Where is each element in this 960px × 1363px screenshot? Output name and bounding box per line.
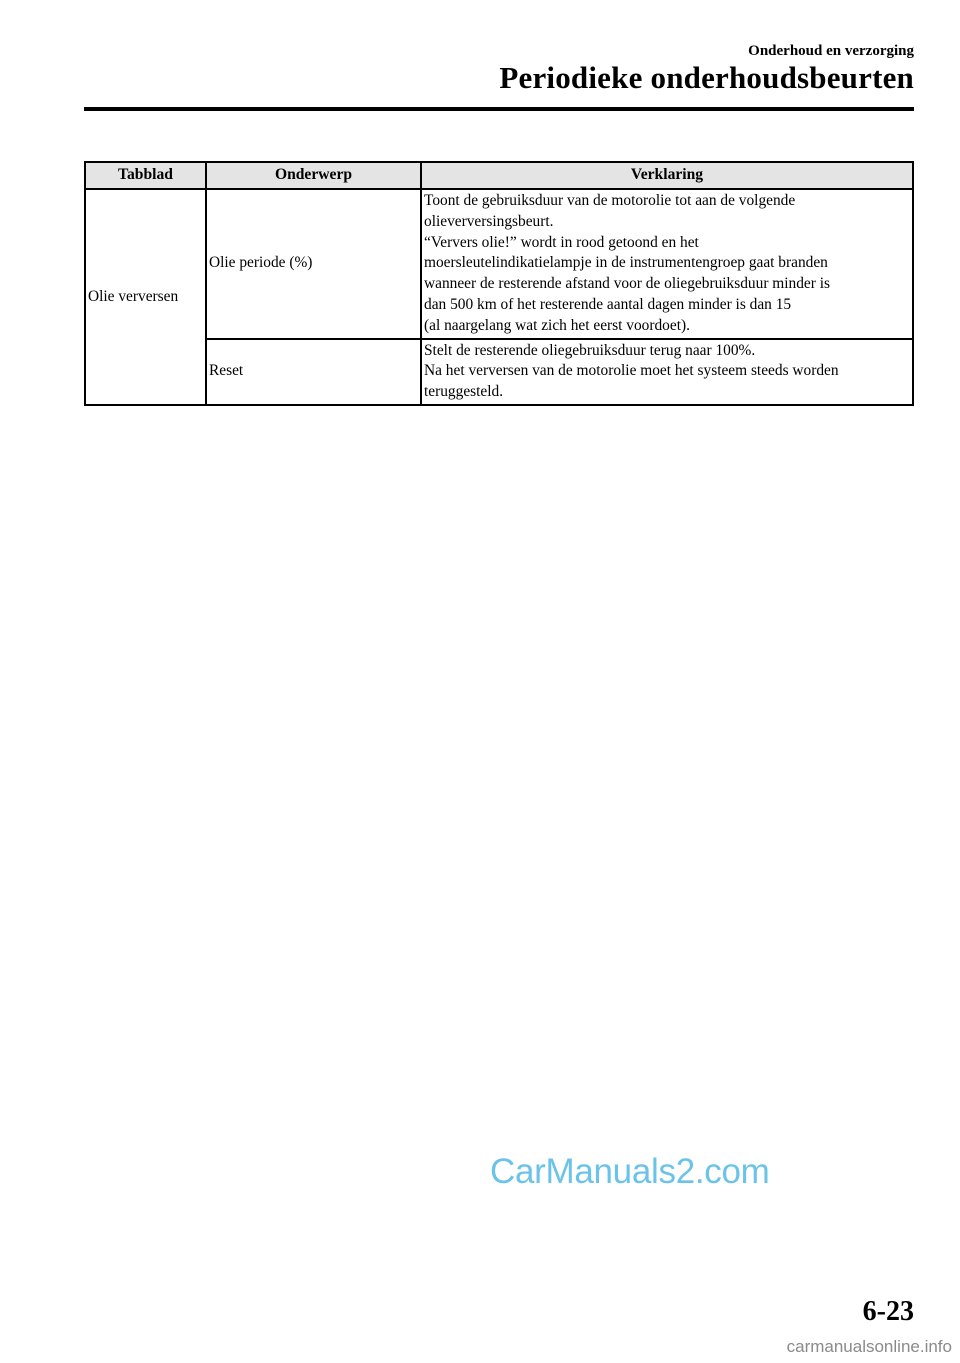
footer-site: carmanualsonline.info (786, 1337, 952, 1356)
table-row (85, 339, 913, 405)
explanation-line: moersleutelindikatielampje in de instrumentengroep gaat branden (424, 254, 828, 272)
explanation-line: wanneer de resterende afstand voor de oliegebruiksduur minder is (424, 275, 830, 293)
explanation-cell (421, 189, 913, 339)
explanation-line: dan 500 km of het resterende aantal dagen minder is dan 15 (424, 295, 792, 313)
explanation-line: olieverversingsbeurt. (424, 212, 554, 230)
explanation-line: (al naargelang wat zich het eerst voordoet). (424, 316, 690, 334)
settings-table (84, 161, 914, 406)
explanation-line: Na het verversen van de motorolie moet het systeem steeds worden (424, 362, 839, 380)
header-tab: Tabblad (85, 162, 206, 189)
subject-cell: Olie periode (%) (206, 189, 421, 339)
section-title: Onderhoud en verzorging (748, 43, 914, 59)
explanation-line: teruggesteld. (424, 383, 504, 401)
table-row (85, 189, 913, 339)
page-title: Periodieke onderhoudsbeurten (499, 60, 914, 95)
header-explanation: Verklaring (421, 162, 913, 189)
page-number: 6-23 (862, 1296, 914, 1327)
explanation-line: Toont de gebruiksduur van de motorolie tot aan de volgende (424, 192, 796, 209)
header-rule (84, 107, 914, 111)
subject-cell: Reset (206, 339, 421, 405)
explanation-line: “Ververs olie!” wordt in rood getoond en het (424, 233, 699, 251)
table-header-row (85, 162, 913, 189)
tab-cell: Olie verversen (85, 189, 206, 405)
explanation-cell (421, 339, 913, 405)
header-subject: Onderwerp (206, 162, 421, 189)
explanation-line: Stelt de resterende oliegebruiksduur terug naar 100%. (424, 341, 756, 359)
page-header (84, 42, 914, 96)
watermark-logo: CarManuals2.com (490, 1152, 770, 1191)
